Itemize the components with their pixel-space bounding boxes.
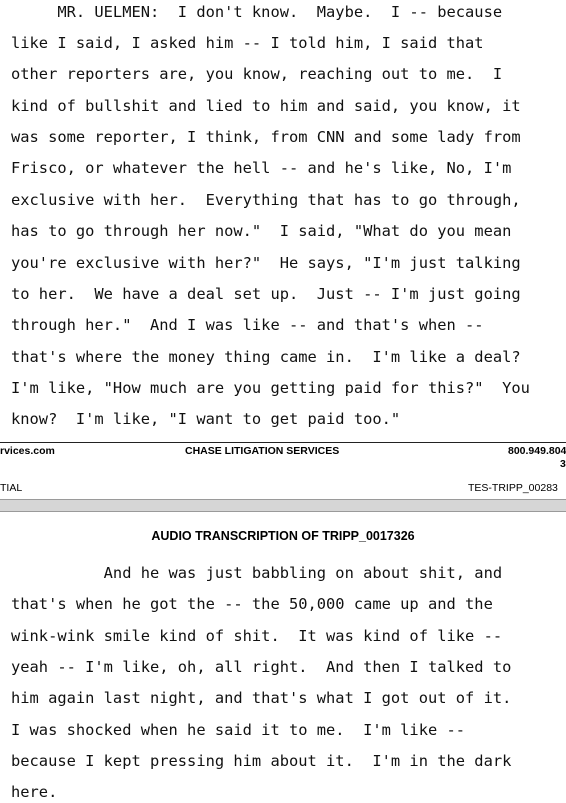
footer-divider: [0, 442, 566, 443]
transcript-line: to her. We have a deal set up. Just -- I'm just going: [11, 285, 521, 303]
transcript-line: exclusive with her. Everything that has to go through,: [11, 191, 521, 209]
footer-company-name: CHASE LITIGATION SERVICES: [185, 445, 340, 457]
confidential-label: TIAL: [0, 482, 23, 494]
transcript-line: I'm like, "How much are you getting paid for this?" You: [11, 379, 530, 397]
transcript-line: here.: [11, 783, 58, 801]
transcript-line: like I said, I asked him -- I told him, I said that: [11, 34, 484, 52]
page-separator: [0, 499, 566, 512]
bates-number: TES-TRIPP_00283: [468, 482, 558, 494]
transcript-line: yeah -- I'm like, oh, all right. And then I talked to: [11, 658, 512, 676]
footer-phone: 800.949.804: [508, 445, 566, 457]
page-header-title: AUDIO TRANSCRIPTION OF TRIPP_0017326: [151, 529, 415, 543]
transcript-line: that's where the money thing came in. I'm like a deal?: [11, 348, 521, 366]
transcript-line: Frisco, or whatever the hell -- and he's like, No, I'm: [11, 159, 512, 177]
transcript-line: him again last night, and that's what I got out of it.: [11, 689, 512, 707]
footer-page-number: 3: [560, 458, 566, 470]
transcript-line: know? I'm like, "I want to get paid too.": [11, 410, 401, 428]
transcript-line: was some reporter, I think, from CNN and some lady from: [11, 128, 521, 146]
transcript-line: I was shocked when he said it to me. I'm like --: [11, 721, 466, 739]
footer-website: rvices.com: [0, 445, 55, 457]
transcript-line: through her." And I was like -- and that's when --: [11, 316, 484, 334]
transcript-line: that's when he got the -- the 50,000 came up and the: [11, 595, 493, 613]
transcript-line: MR. UELMEN: I don't know. Maybe. I -- because: [11, 3, 503, 21]
transcript-line: has to go through her now." I said, "What do you mean: [11, 222, 512, 240]
transcript-line: because I kept pressing him about it. I'm in the dark: [11, 752, 512, 770]
transcript-line: kind of bullshit and lied to him and said, you know, it: [11, 97, 521, 115]
transcript-line: wink-wink smile kind of shit. It was kind of like --: [11, 627, 503, 645]
transcript-line: you're exclusive with her?" He says, "I'm just talking: [11, 254, 521, 272]
transcript-line: And he was just babbling on about shit, and: [11, 564, 503, 582]
transcript-line: other reporters are, you know, reaching out to me. I: [11, 65, 503, 83]
